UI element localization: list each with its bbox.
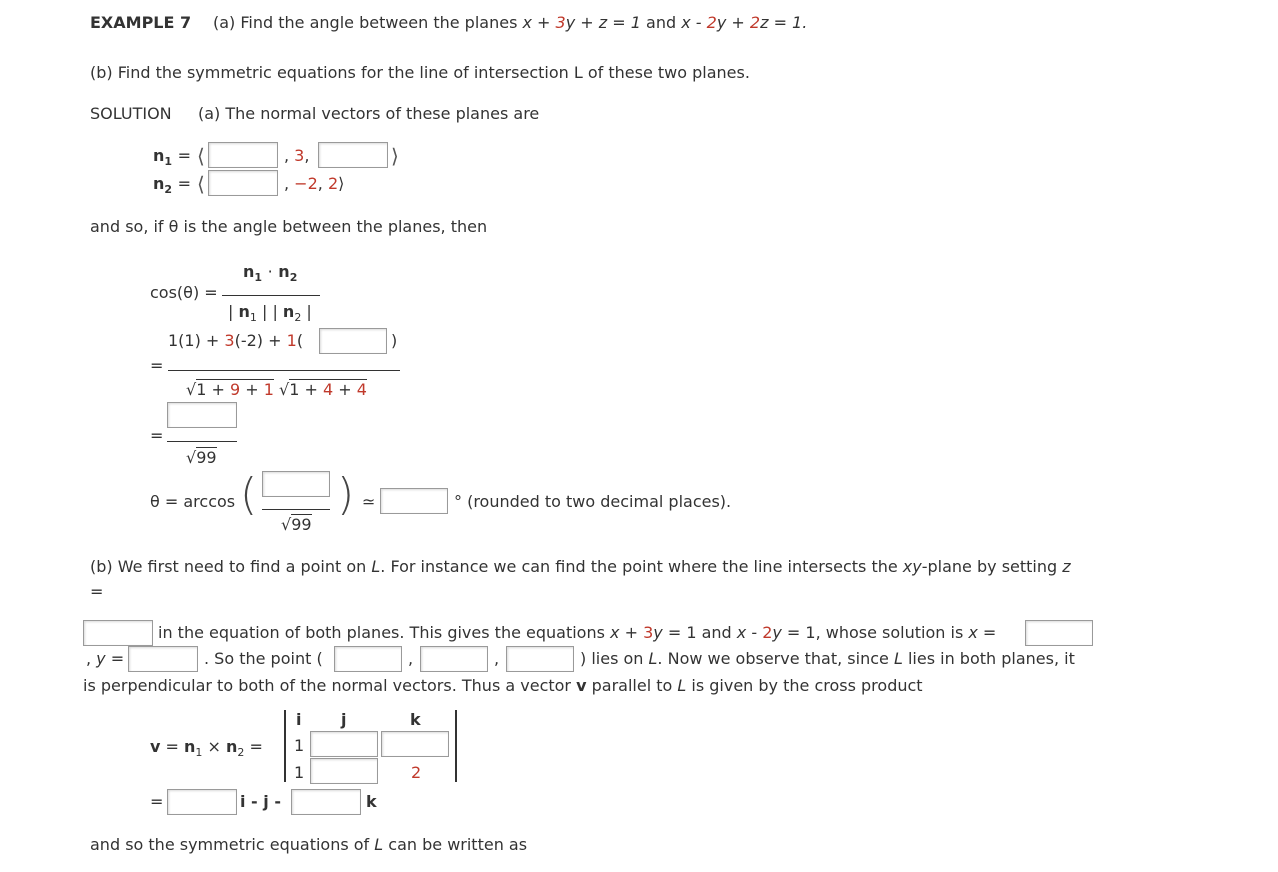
cos-label: cos(θ) =: [150, 283, 218, 302]
det-r2c3-input[interactable]: [381, 731, 449, 757]
x-solution-input[interactable]: [1025, 620, 1093, 646]
fraction-bar-2: [168, 370, 400, 371]
degrees-note: ° (rounded to two decimal places).: [454, 492, 732, 511]
part-b-text3: ) lies on L. Now we observe that, since L lies in both planes, it: [580, 649, 1075, 668]
theta-degrees-input[interactable]: [380, 488, 448, 514]
det-r3c3: 2: [411, 763, 422, 782]
theta-numerator-input[interactable]: [262, 471, 330, 497]
det-k: k: [410, 710, 421, 729]
point-comma-1: ,: [408, 649, 414, 668]
part-a-text: (a) The normal vectors of these planes are: [198, 104, 540, 123]
part-b-y: , y =: [86, 649, 125, 668]
det-right-bar: [455, 710, 457, 782]
part-b-prompt: (b) Find the symmetric equations for the line of intersection L of these two planes.: [90, 63, 750, 82]
eq-sign-1: =: [150, 356, 164, 375]
example-label: EXAMPLE 7: [90, 13, 192, 32]
n1-middle: , 3,: [284, 146, 310, 165]
eq-sign-3: =: [150, 792, 164, 811]
arccos-open-paren: (: [240, 469, 258, 520]
det-i: i: [296, 710, 302, 729]
part-a-intro-text: (a) Find the angle between the planes: [213, 13, 518, 32]
point-y-input[interactable]: [420, 646, 488, 672]
result-i-j: i - j -: [240, 792, 281, 811]
approx-sign: ≃: [362, 492, 376, 511]
det-r3c1: 1: [294, 763, 305, 782]
n1-z-input[interactable]: [318, 142, 388, 168]
closing-text: and so the symmetric equations of L can be written as: [90, 835, 528, 854]
frac-numerator: $n_1 \cdot n_2$: [243, 262, 298, 285]
fraction-bar-3: [167, 441, 237, 442]
result-k: k: [366, 792, 377, 811]
solution-label: SOLUTION: [90, 104, 172, 123]
step1-close: ): [391, 331, 398, 350]
point-z-input[interactable]: [506, 646, 574, 672]
n2-open-bracket: ⟨: [197, 172, 205, 196]
arccos-close-paren: ): [337, 469, 355, 520]
det-j: j: [341, 710, 347, 729]
part-b-text4: is perpendicular to both of the normal vectors. Thus a vector v parallel to L is given by the cross product: [83, 676, 923, 695]
fraction-bar-1: [222, 295, 320, 296]
part-b-eq: =: [90, 582, 104, 601]
n1-x-input[interactable]: [208, 142, 278, 168]
n1-close-bracket: ⟩: [391, 144, 399, 168]
result-k-input[interactable]: [291, 789, 361, 815]
and-text: and: [646, 13, 677, 32]
sqrt99-2: √99: [281, 515, 312, 534]
part-b-text1: (b) We first need to find a point on L. For instance we can find the point where the line intersects the xy-plane by setting z: [90, 557, 1071, 576]
plane2-equation: x - 2y + 2z = 1.: [681, 13, 808, 32]
z-value-input[interactable]: [83, 620, 153, 646]
angle-intro: and so, if θ is the angle between the planes, then: [90, 217, 488, 236]
det-left-bar: [284, 710, 286, 782]
step2-numerator-input[interactable]: [167, 402, 237, 428]
part-a-intro: [213, 13, 807, 33]
point-x-input[interactable]: [334, 646, 402, 672]
part-b-text2: in the equation of both planes. This gives the equations x + 3y = 1 and x - 2y = 1, whose solution is x =: [158, 623, 997, 642]
part-b-point: . So the point (: [204, 649, 323, 668]
cross-label: $v = n_1 \times n_2$ =: [150, 737, 263, 760]
n2-label: $n_2$ =: [153, 174, 192, 197]
step1-input[interactable]: [319, 328, 387, 354]
step1-denominator: √1 + 9 + 1 √1 + 4 + 4: [186, 380, 367, 399]
plane1-equation: x + 3y + z = 1: [522, 13, 641, 32]
n2-x-input[interactable]: [208, 170, 278, 196]
step1-numerator: 1(1) + 3(-2) + 1(: [168, 331, 304, 350]
det-r2c1: 1: [294, 736, 305, 755]
result-i-input[interactable]: [167, 789, 237, 815]
det-r3c2-input[interactable]: [310, 758, 378, 784]
n1-open-bracket: ⟨: [197, 144, 205, 168]
eq-sign-2: =: [150, 426, 164, 445]
frac-denominator: | $n_1$ | | $n_2$ |: [228, 302, 312, 325]
sqrt99-1: √99: [186, 448, 217, 467]
fraction-bar-4: [262, 509, 330, 510]
theta-label: θ = arccos: [150, 492, 236, 511]
y-solution-input[interactable]: [128, 646, 198, 672]
point-comma-2: ,: [494, 649, 500, 668]
n1-label: $n_1$ =: [153, 146, 192, 169]
det-r2c2-input[interactable]: [310, 731, 378, 757]
n2-rest: , −2, 2⟩: [284, 174, 345, 193]
